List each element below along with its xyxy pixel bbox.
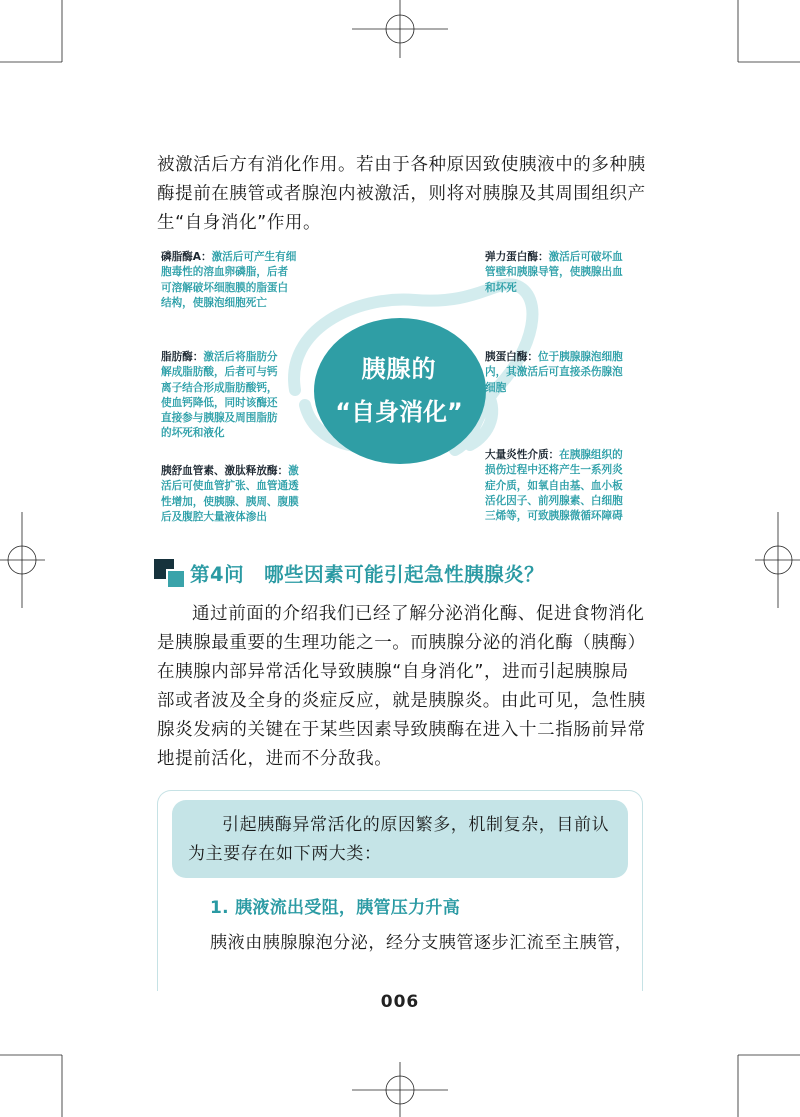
section-line: 在胰腺内部异常活化导致胰腺“自身消化”，进而引起胰腺局 (157, 662, 629, 682)
item-text: 激活后可破坏血 (548, 251, 623, 263)
callout-subheading: 1. 胰液流出受阻，胰管压力升高 (210, 898, 461, 918)
item-label: 磷脂酶A： (161, 251, 212, 263)
item-text: 管壁和胰腺导管，使胰腺出血 (485, 266, 623, 279)
item-text: 激活后可产生有细 (211, 251, 297, 263)
center-title-line1: 胰腺的 (361, 355, 437, 383)
callout-intro (188, 811, 628, 869)
item-label: 胰蛋白酶： (485, 351, 538, 363)
item-elastase (485, 250, 650, 296)
item-text: 和坏死 (485, 281, 517, 294)
intro-line: 被激活后方有消化作用。若由于各种原因致使胰液中的多种胰 (157, 155, 646, 175)
intro-line: 酶提前在胰管或者腺泡内被激活，则将对胰腺及其周围组织产 (157, 184, 646, 204)
callout-line: 为主要存在如下两大类： (188, 844, 382, 864)
callout-line: 引起胰酶异常活化的原因繁多，机制复杂，目前认 (222, 815, 610, 835)
item-text: 位于胰腺腺泡细胞 (537, 351, 623, 363)
item-text: 活后可使血管扩张、血管通透 (161, 480, 299, 493)
item-label: 胰舒血管素、激肽释放酶： (161, 465, 289, 477)
item-text: 后及腹腔大量液体渗出 (161, 510, 267, 523)
item-text: 激活后将脂肪分 (203, 351, 278, 363)
item-label: 脂肪酶： (161, 351, 204, 363)
item-text: 结构，使腺泡细胞死亡 (161, 296, 267, 309)
intro-line: 生“自身消化”作用。 (157, 213, 322, 233)
item-text: 活化因子、前列腺素、白细胞 (485, 494, 623, 507)
item-text: 离子结合形成脂肪酸钙， (161, 381, 278, 394)
page-number: 006 (380, 992, 420, 1012)
item-text: 在胰腺组织的 (559, 449, 623, 461)
item-text: 性增加，使胰腺、胰周、腹膜 (161, 495, 299, 508)
item-inflammatory-mediators (485, 448, 655, 524)
section-paragraph (157, 600, 647, 774)
item-text: 可溶解破坏细胞膜的脂蛋白 (161, 281, 289, 294)
section-line: 是胰腺最重要的生理功能之一。而胰腺分泌的消化酶（胰酶） (157, 633, 646, 653)
center-title-line2: “自身消化” (335, 398, 463, 426)
section-line: 腺炎发病的关键在于某些因素导致胰酶在进入十二指肠前异常 (157, 720, 646, 740)
item-text: 内，其激活后可直接杀伤腺泡 (485, 366, 623, 379)
section-line: 通过前面的介绍我们已经了解分泌消化酶、促进食物消化 (192, 604, 645, 624)
section-heading (154, 559, 634, 591)
heading-square-icon (166, 569, 186, 589)
intro-paragraph (157, 151, 647, 238)
item-text: 胞毒性的溶血卵磷脂，后者 (161, 266, 289, 279)
section-line: 部或者波及全身的炎症反应，就是胰腺炎。由此可见，急性胰 (157, 691, 646, 711)
item-text: 使血钙降低，同时该酶还 (161, 396, 278, 409)
item-phospholipase (161, 250, 326, 311)
item-text: 损伤过程中还将产生一系列炎 (485, 464, 623, 477)
item-trypsin (485, 350, 650, 396)
section-line: 地提前活化，进而不分敌我。 (157, 749, 393, 769)
section-title: 第4问 哪些因素可能引起急性胰腺炎？ (190, 563, 545, 586)
item-label: 弹力蛋白酶： (485, 251, 549, 263)
callout-body (210, 929, 640, 958)
diagram-center-title (312, 316, 486, 464)
item-lipase (161, 350, 321, 442)
item-text: 细胞 (485, 381, 507, 394)
item-text: 的坏死和液化 (161, 427, 225, 440)
item-text: 症介质，如氧自由基、血小板 (485, 479, 623, 492)
item-text: 解成脂肪酸，后者可与钙 (161, 366, 278, 379)
item-label: 大量炎性介质： (485, 449, 560, 461)
item-kallikrein (161, 464, 331, 525)
item-text: 直接参与胰腺及周围脂肪 (161, 412, 278, 425)
callout-body-line: 胰液由胰腺腺泡分泌，经分支胰管逐步汇流至主胰管， (210, 933, 633, 953)
item-text: 三烯等，可致胰腺微循环障碍 (485, 510, 623, 523)
item-text: 激 (288, 465, 299, 477)
